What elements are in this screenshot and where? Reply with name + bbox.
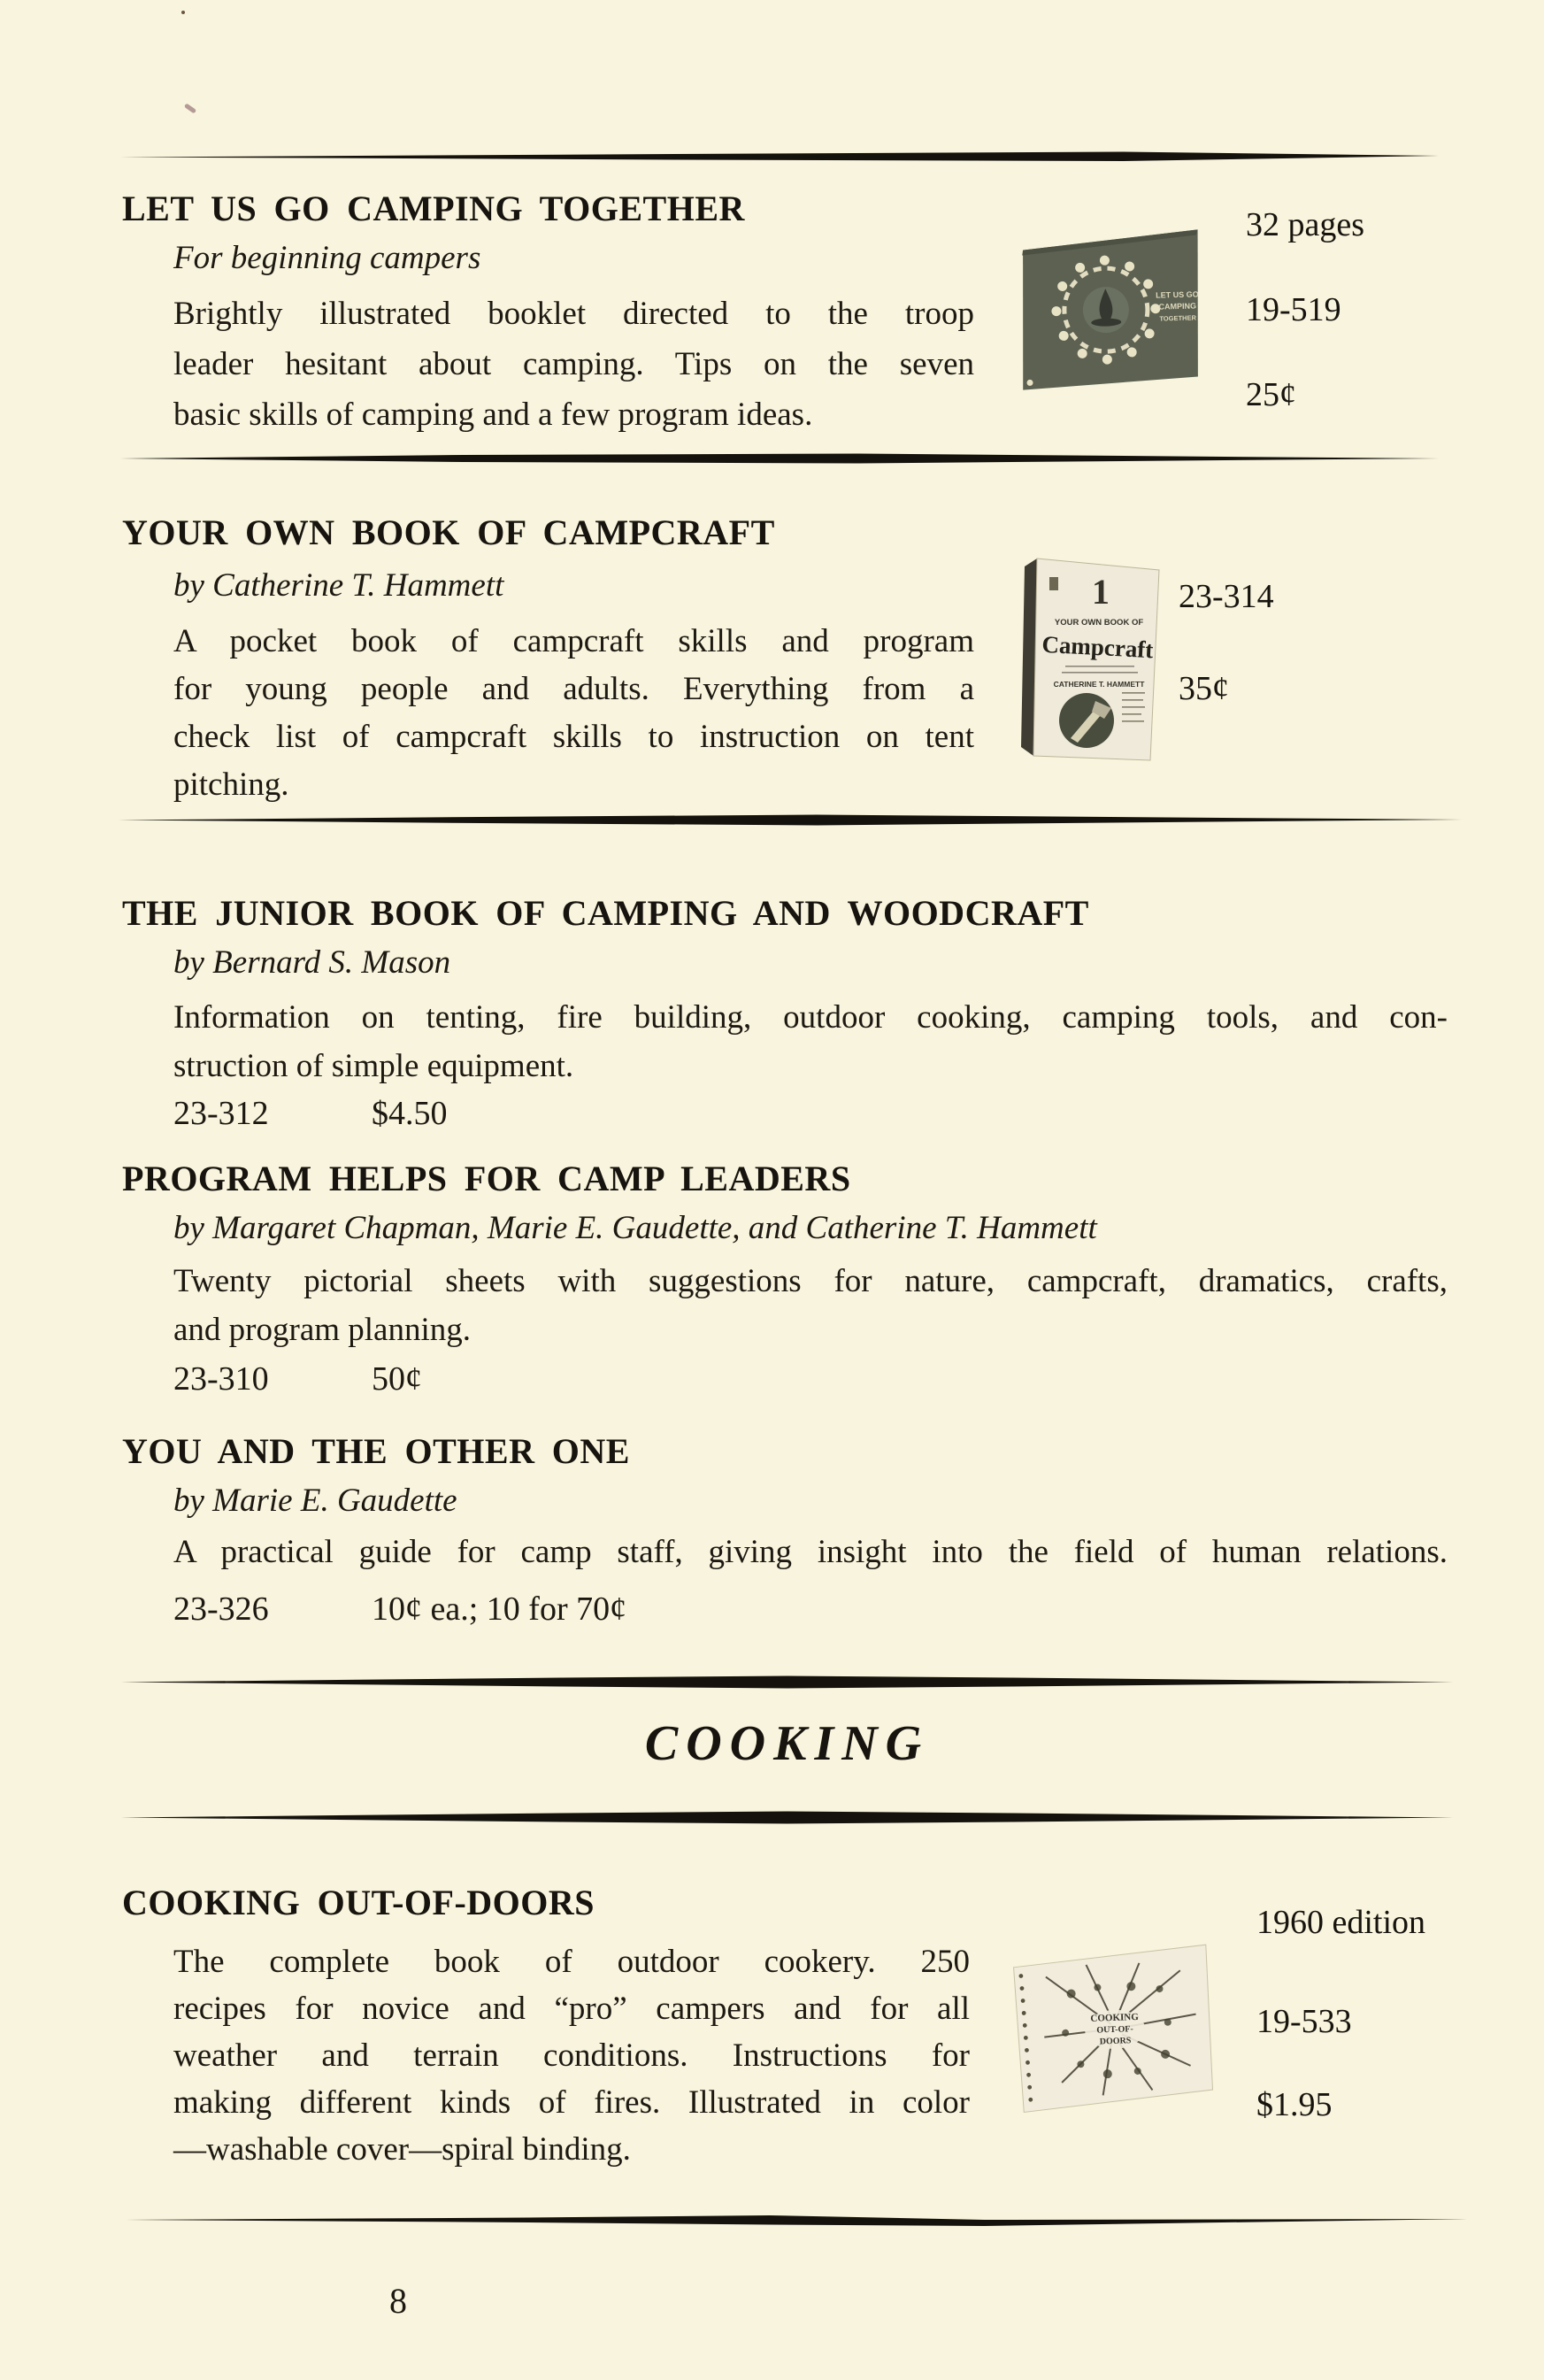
- entry-byline: by Marie E. Gaudette: [173, 1483, 457, 1519]
- entry-body-line: pitching.: [173, 766, 289, 803]
- page-number: 8: [389, 2281, 407, 2321]
- entry-title: YOUR OWN BOOK OF CAMPCRAFT: [122, 512, 775, 552]
- cooking-header-rule-top: [121, 1675, 1453, 1689]
- entry-description: [173, 618, 974, 809]
- entry-body-line: weather and terrain conditions. Instructions for: [173, 2037, 970, 2074]
- entry-body-line: Information on tenting, fire building, outdoor cooking, camping tools, and con-: [173, 999, 1448, 1036]
- cover-title-line: TOGETHER: [1159, 313, 1197, 323]
- section-divider-rule: [120, 151, 1439, 162]
- entry-description: [173, 993, 1448, 1090]
- entry-code: 23-314: [1179, 578, 1274, 615]
- entry-body-line: Twenty pictorial sheets with suggestions for nature, campcraft, dramatics, crafts,: [173, 1263, 1448, 1299]
- entry-body-line: —washable cover—spiral binding.: [173, 2131, 631, 2168]
- entry-edition: 1960 edition: [1256, 1904, 1426, 1941]
- scan-speck: [184, 103, 196, 113]
- entry-pages: 32 pages: [1246, 206, 1365, 243]
- cooking-header-rule-bottom: [121, 1811, 1453, 1824]
- entry-title: PROGRAM HELPS FOR CAMP LEADERS: [122, 1159, 851, 1198]
- entry-body-line: check list of campcraft skills to instruction on tent: [173, 719, 974, 755]
- entry-body-line: and program planning.: [173, 1312, 471, 1348]
- entry-body-line: for young people and adults. Everything from a: [173, 671, 974, 707]
- entry-body-line: A practical guide for camp staff, giving insight into the field of human relations.: [173, 1534, 1448, 1570]
- campcraft-cover-image: [1010, 554, 1168, 765]
- cooking-out-of-doors-cover-image: [1006, 1939, 1218, 2116]
- entry-title: THE JUNIOR BOOK OF CAMPING AND WOODCRAFT: [122, 893, 1089, 933]
- cooking-section-title: COOKING: [644, 1716, 930, 1771]
- entry-code: 23-326: [173, 1591, 269, 1628]
- entry-body-line: A pocket book of campcraft skills and program: [173, 623, 974, 659]
- entry-body-line: recipes for novice and “pro” campers and for all: [173, 1991, 970, 2027]
- cover-author-line: CATHERINE T. HAMMETT: [1053, 680, 1145, 689]
- entry-byline: by Margaret Chapman, Marie E. Gaudette, and Catherine T. Hammett: [173, 1210, 1097, 1246]
- let-us-go-camping-cover-image: [1016, 226, 1208, 400]
- entry-title: COOKING OUT-OF-DOORS: [122, 1883, 595, 1922]
- entry-code: 23-310: [173, 1360, 269, 1398]
- entry-description: [173, 1938, 970, 2173]
- footer-rule: [126, 2214, 1467, 2227]
- cover-title-line: CAMPING: [1158, 301, 1197, 312]
- entry-byline: by Bernard S. Mason: [173, 944, 451, 981]
- entry-body-line: struction of simple equipment.: [173, 1048, 574, 1084]
- entry-byline: by Catherine T. Hammett: [173, 567, 504, 604]
- entry-code-price: [173, 1590, 626, 1629]
- cover-title-line: DOORS: [1099, 2036, 1132, 2047]
- entry-body-line: basic skills of camping and a few program ideas.: [173, 397, 813, 433]
- entry-code-price: [173, 1094, 448, 1133]
- entry-body-line: The complete book of outdoor cookery. 250: [173, 1944, 970, 1980]
- entry-price: $1.95: [1256, 2086, 1333, 2123]
- entry-description: [173, 1528, 1448, 1576]
- section-divider-rule: [119, 814, 1462, 826]
- cover-title-line: COOKING: [1090, 2011, 1140, 2024]
- entry-body-line: leader hesitant about camping. Tips on the seven: [173, 346, 974, 382]
- entry-title: YOU AND THE OTHER ONE: [122, 1431, 630, 1471]
- cover-title-line: LET US GO: [1156, 289, 1199, 300]
- cover-title-line: YOUR OWN BOOK OF: [1054, 618, 1144, 628]
- cover-number: 1: [1092, 572, 1110, 612]
- entry-subtitle: For beginning campers: [173, 240, 481, 276]
- entry-code-price: [173, 1359, 422, 1398]
- entry-price: 50¢: [372, 1360, 422, 1398]
- entry-description: [173, 289, 974, 440]
- entry-price: 25¢: [1246, 376, 1296, 413]
- cover-title-line: OUT-OF-: [1096, 2024, 1133, 2036]
- entry-code: 19-533: [1256, 2003, 1352, 2040]
- entry-body-line: Brightly illustrated booklet directed to the troop: [173, 296, 974, 332]
- entry-description: [173, 1257, 1448, 1354]
- entry-title: LET US GO CAMPING TOGETHER: [122, 189, 745, 228]
- entry-price: 35¢: [1179, 670, 1229, 707]
- entry-code: 23-312: [173, 1095, 269, 1132]
- section-divider-rule: [120, 453, 1439, 464]
- scan-speck: [181, 11, 185, 14]
- entry-price: 10¢ ea.; 10 for 70¢: [372, 1591, 627, 1628]
- cover-title-line: Campcraft: [1041, 630, 1155, 664]
- entry-body-line: making different kinds of fires. Illustrated in color: [173, 2084, 970, 2121]
- entry-code: 19-519: [1246, 291, 1341, 328]
- entry-price: $4.50: [372, 1095, 448, 1132]
